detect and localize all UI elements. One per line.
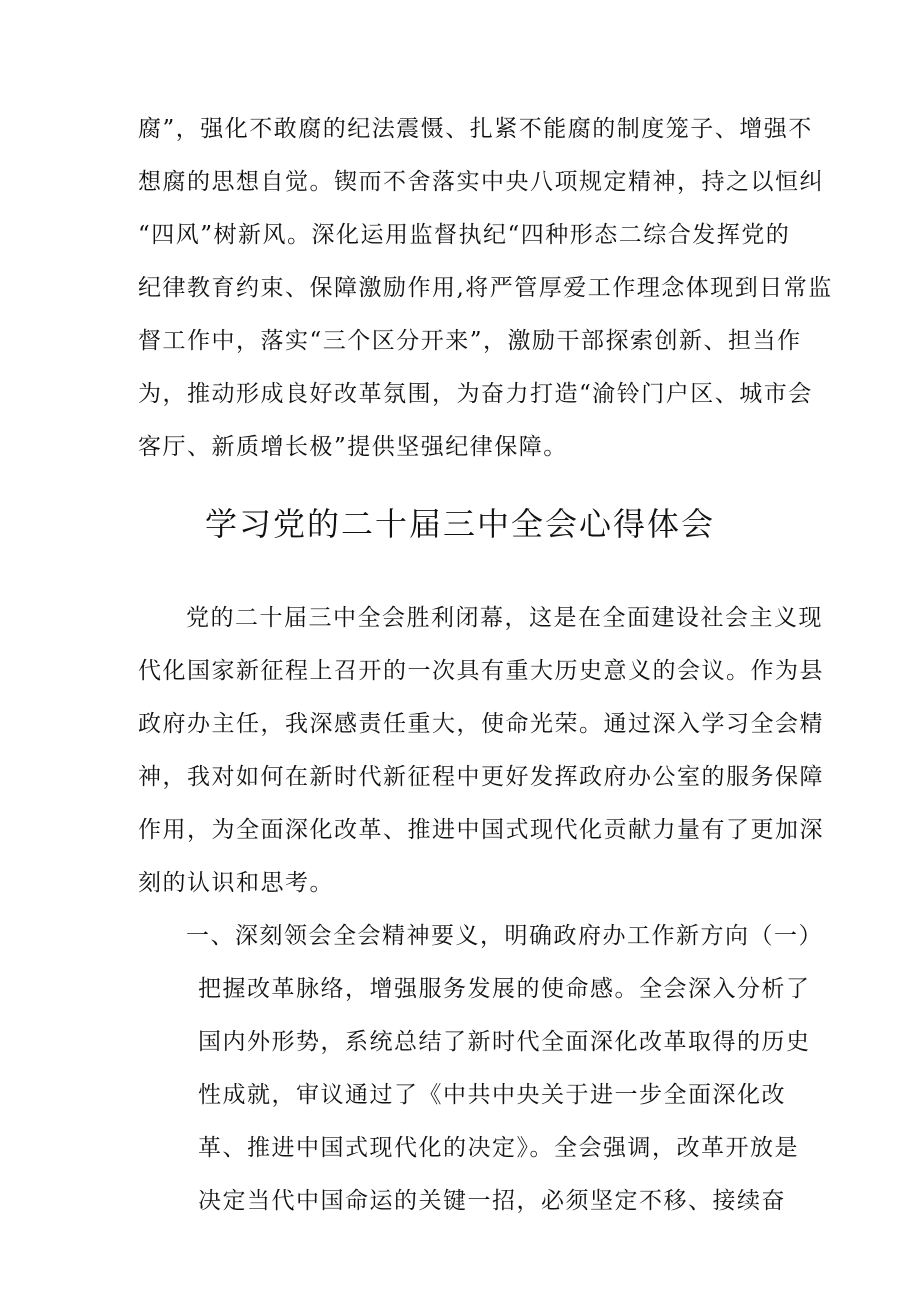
paragraph-line: 想腐的思想自觉。锲而不舍落实中央八项规定精神，持之以恒纠 (138, 169, 824, 195)
paragraph-line: 刻的认识和思考。 (138, 870, 334, 896)
paragraph-line: 把握改革脉络，增强服务发展的使命感。全会深入分析了 (198, 976, 811, 1002)
section-heading: 一、深刻领会全会精神要义，明确政府办工作新方向（一） (186, 923, 823, 949)
paragraph-line: 神，我对如何在新时代新征程中更好发挥政府办公室的服务保障 (138, 764, 824, 790)
paragraph-line: 决定当代中国命运的关键一招，必须坚定不移、接续奋 (198, 1188, 786, 1214)
paragraph-line: 纪律教育约束、保障激励作用,将严管厚爱工作理念体现到日常监 (138, 275, 833, 301)
paragraph-line: 为，推动形成良好改革氛围，为奋力打造“渝铃门户区、城市会 (138, 381, 813, 407)
paragraph-line: 督工作中，落实“三个区分开来”，激励干部探索创新、担当作 (138, 328, 802, 354)
paragraph-line: 作用，为全面深化改革、推进中国式现代化贡献力量有了更加深 (138, 817, 824, 843)
paragraph-line: 性成就，审议通过了《中共中央关于进一步全面深化改 (198, 1082, 786, 1108)
paragraph-line: 腐”，强化不敢腐的纪法震慑、扎紧不能腐的制度笼子、增强不 (138, 116, 813, 142)
paragraph-line: 党的二十届三中全会胜利闭幕，这是在全面建设社会主义现 (186, 605, 823, 631)
paragraph-line: 国内外形势，系统总结了新时代全面深化改革取得的历史 (198, 1029, 811, 1055)
paragraph-line: “四风”树新风。深化运用监督执纪“四种形态二综合发挥党的 (138, 222, 791, 248)
paragraph-line: 革、推进中国式现代化的决定》。全会强调，改革开放是 (198, 1135, 799, 1161)
paragraph-line: 代化国家新征程上召开的一次具有重大历史意义的会议。作为县 (138, 658, 824, 684)
paragraph-line: 客厅、新质增长极”提供坚强纪律保障。 (138, 434, 568, 460)
document-title: 学习党的二十届三中全会心得体会 (204, 505, 715, 543)
paragraph-line: 政府办主任，我深感责任重大，使命光荣。通过深入学习全会精 (138, 711, 824, 737)
